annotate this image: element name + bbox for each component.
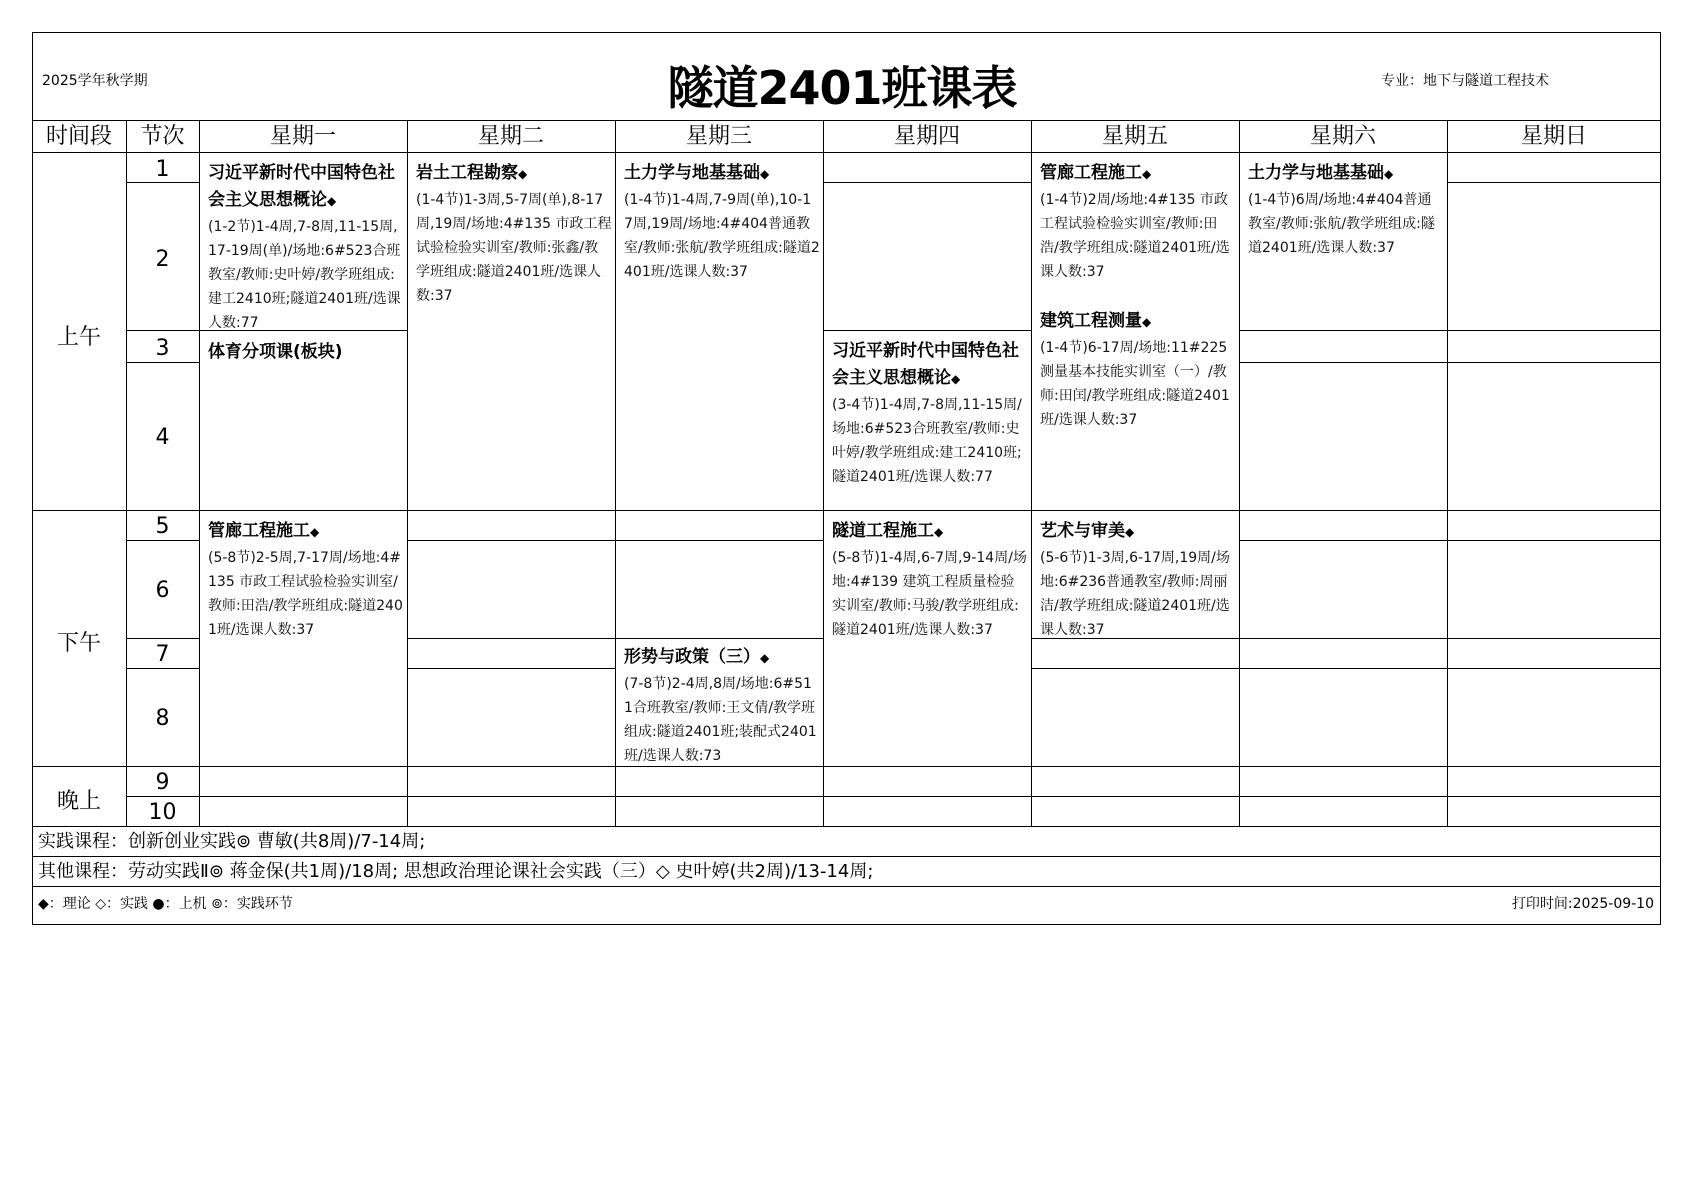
section-number: 10 (148, 800, 177, 825)
course-detail: (1-4节)1-4周,7-9周(单),10-17周,19周/场地:4#404普通教室/教师:张航/教学班组成:隧道2401班/选课人数:37 (624, 192, 820, 280)
course-block[interactable] (416, 160, 612, 308)
course-detail: (1-2节)1-4周,7-8周,11-15周,17-19周(单)/场地:6#523合班教室/教师:史叶婷/教学班组成:建工2410班;隧道2401班/选课人数:77 (208, 219, 401, 331)
grid-vline (407, 120, 408, 826)
grid-hline (615, 638, 823, 639)
grid-vline (823, 120, 824, 826)
header-section: 节次 (140, 124, 185, 149)
course-detail: (5-8节)1-4周,6-7周,9-14周/场地:4#139 建筑工程质量检验实训室/教师:马骏/教学班组成:隧道2401班/选课人数:37 (832, 550, 1027, 638)
course-detail: (1-4节)6周/场地:4#404普通教室/教师:张航/教学班组成:隧道2401班/选课人数:37 (1248, 192, 1435, 256)
course-detail: (3-4节)1-4周,7-8周,11-15周/场地:6#523合班教室/教师:史叶婷/教学班组成:建工2410班;隧道2401班/选课人数:77 (832, 397, 1022, 485)
grid-vline (615, 120, 616, 826)
course-block[interactable] (1040, 160, 1236, 284)
grid-hline (1447, 362, 1661, 363)
theory-mark-icon: ◆ (327, 194, 337, 208)
course-name: 隧道工程施工 (832, 521, 934, 541)
course-name: 土力学与地基基础 (624, 163, 760, 183)
course-block[interactable] (624, 644, 820, 768)
grid-hline (1239, 668, 1447, 669)
course-block[interactable] (624, 160, 820, 284)
grid-hline (407, 540, 615, 541)
grid-hline (823, 182, 1031, 183)
section-number: 6 (155, 578, 170, 603)
grid-hline (32, 766, 1661, 767)
section-number: 8 (155, 706, 170, 731)
course-name: 习近平新时代中国特色社会主义思想概论 (832, 341, 1019, 388)
grid-hline (1031, 668, 1239, 669)
section-number: 4 (155, 425, 170, 450)
grid-hline (126, 540, 199, 541)
grid-hline (126, 668, 199, 669)
grid-hline (1447, 540, 1661, 541)
grid-hline (32, 886, 1661, 887)
page-title: 隧道2401班课表 (667, 61, 1017, 115)
theory-mark-icon: ◆ (518, 167, 528, 181)
course-name: 岩土工程勘察 (416, 163, 518, 183)
course-name: 形势与政策（三） (624, 647, 760, 667)
theory-mark-icon: ◆ (934, 525, 944, 539)
grid-hline (32, 510, 1661, 511)
grid-hline (1239, 330, 1447, 331)
grid-hline (126, 796, 199, 797)
course-name: 习近平新时代中国特色社会主义思想概论 (208, 163, 395, 210)
header-saturday: 星期六 (1309, 124, 1376, 149)
course-detail: (7-8节)2-4周,8周/场地:6#511合班教室/教师:王文倩/教学班组成:隧道2401班;装配式2401班/选课人数:73 (624, 676, 817, 764)
course-block[interactable] (1040, 518, 1236, 642)
grid-hline (1447, 330, 1661, 331)
course-block[interactable] (1040, 308, 1236, 432)
section-number: 2 (155, 247, 170, 272)
course-block[interactable] (832, 518, 1028, 642)
section-number: 3 (155, 336, 170, 361)
grid-hline (1239, 540, 1447, 541)
legend: ◆：理论 ◇：实践 ●：上机 ⊚：实践环节 (38, 896, 293, 912)
header-sunday: 星期日 (1520, 124, 1587, 149)
course-detail: (5-6节)1-3周,6-17周,19周/场地:6#236普通教室/教师:周丽洁/教学班组成:隧道2401班/选课人数:37 (1040, 550, 1230, 638)
grid-hline (407, 638, 615, 639)
header-monday: 星期一 (269, 124, 336, 149)
course-block[interactable] (832, 338, 1028, 489)
header-thursday: 星期四 (893, 124, 960, 149)
grid-vline (1239, 120, 1240, 826)
theory-mark-icon: ◆ (1142, 315, 1152, 329)
grid-hline (199, 796, 407, 797)
course-name: 土力学与地基基础 (1248, 163, 1384, 183)
grid-hline (32, 152, 1661, 153)
header-friday: 星期五 (1101, 124, 1168, 149)
grid-hline (1447, 638, 1661, 639)
section-number: 9 (155, 770, 170, 795)
course-name: 管廊工程施工 (1040, 163, 1142, 183)
semester-label: 2025学年秋学期 (42, 73, 148, 89)
theory-mark-icon: ◆ (1125, 525, 1135, 539)
grid-hline (1447, 796, 1661, 797)
course-detail: (1-4节)2周/场地:4#135 市政工程试验检验实训室/教师:田浩/教学班组成:隧道2401班/选课人数:37 (1040, 192, 1230, 280)
course-block[interactable] (1248, 160, 1444, 260)
grid-vline (199, 120, 200, 826)
grid-vline (1447, 120, 1448, 826)
major-label: 专业：地下与隧道工程技术 (1381, 73, 1549, 89)
theory-mark-icon: ◆ (1384, 167, 1394, 181)
grid-hline (407, 796, 615, 797)
course-name: 体育分项课(板块) (208, 342, 343, 362)
section-number: 7 (155, 642, 170, 667)
grid-hline (1239, 638, 1447, 639)
grid-hline (615, 540, 823, 541)
grid-hline (1447, 668, 1661, 669)
theory-mark-icon: ◆ (951, 372, 961, 386)
practice-courses: 实践课程：创新创业实践⊚ 曹敏(共8周)/7-14周; (38, 831, 426, 852)
course-detail: (5-8节)2-5周,7-17周/场地:4#135 市政工程试验检验实训室/教师:田浩/教学班组成:隧道2401班/选课人数:37 (208, 550, 403, 638)
header-tuesday: 星期二 (477, 124, 544, 149)
course-name: 艺术与审美 (1040, 521, 1125, 541)
theory-mark-icon: ◆ (1142, 167, 1152, 181)
grid-hline (1239, 362, 1447, 363)
grid-vline (1031, 120, 1032, 826)
grid-hline (126, 362, 199, 363)
grid-hline (1239, 796, 1447, 797)
course-block[interactable] (208, 518, 404, 642)
header-wednesday: 星期三 (685, 124, 752, 149)
other-courses: 其他课程：劳动实践Ⅱ⊚ 蒋金保(共1周)/18周; 思想政治理论课社会实践（三）◇ 史叶婷(共2周)/13-14周; (38, 861, 874, 882)
course-name: 建筑工程测量 (1040, 311, 1142, 331)
grid-hline (126, 638, 199, 639)
grid-hline (407, 668, 615, 669)
grid-hline (32, 120, 1661, 121)
print-time: 打印时间:2025-09-10 (1511, 896, 1654, 912)
course-detail: (1-4节)6-17周/场地:11#225测量基本技能实训室（一）/教师:田闰/教学班组成:隧道2401班/选课人数:37 (1040, 340, 1230, 428)
course-name: 管廊工程施工 (208, 521, 310, 541)
grid-hline (1447, 182, 1661, 183)
grid-hline (1031, 796, 1239, 797)
section-number: 1 (155, 157, 170, 182)
grid-hline (823, 330, 1031, 331)
theory-mark-icon: ◆ (760, 167, 770, 181)
theory-mark-icon: ◆ (310, 525, 320, 539)
period-morning: 上午 (56, 325, 101, 350)
header-period: 时间段 (45, 124, 112, 149)
period-evening: 晚上 (56, 789, 101, 814)
period-afternoon: 下午 (56, 631, 101, 656)
course-block[interactable] (208, 339, 404, 366)
theory-mark-icon: ◆ (760, 651, 770, 665)
grid-hline (823, 796, 1031, 797)
course-block[interactable] (208, 160, 404, 335)
course-detail: (1-4节)1-3周,5-7周(单),8-17周,19周/场地:4#135 市政工程试验检验实训室/教师:张鑫/教学班组成:隧道2401班/选课人数:37 (416, 192, 612, 304)
grid-hline (126, 330, 199, 331)
grid-hline (126, 182, 199, 183)
grid-hline (615, 796, 823, 797)
section-number: 5 (155, 514, 170, 539)
